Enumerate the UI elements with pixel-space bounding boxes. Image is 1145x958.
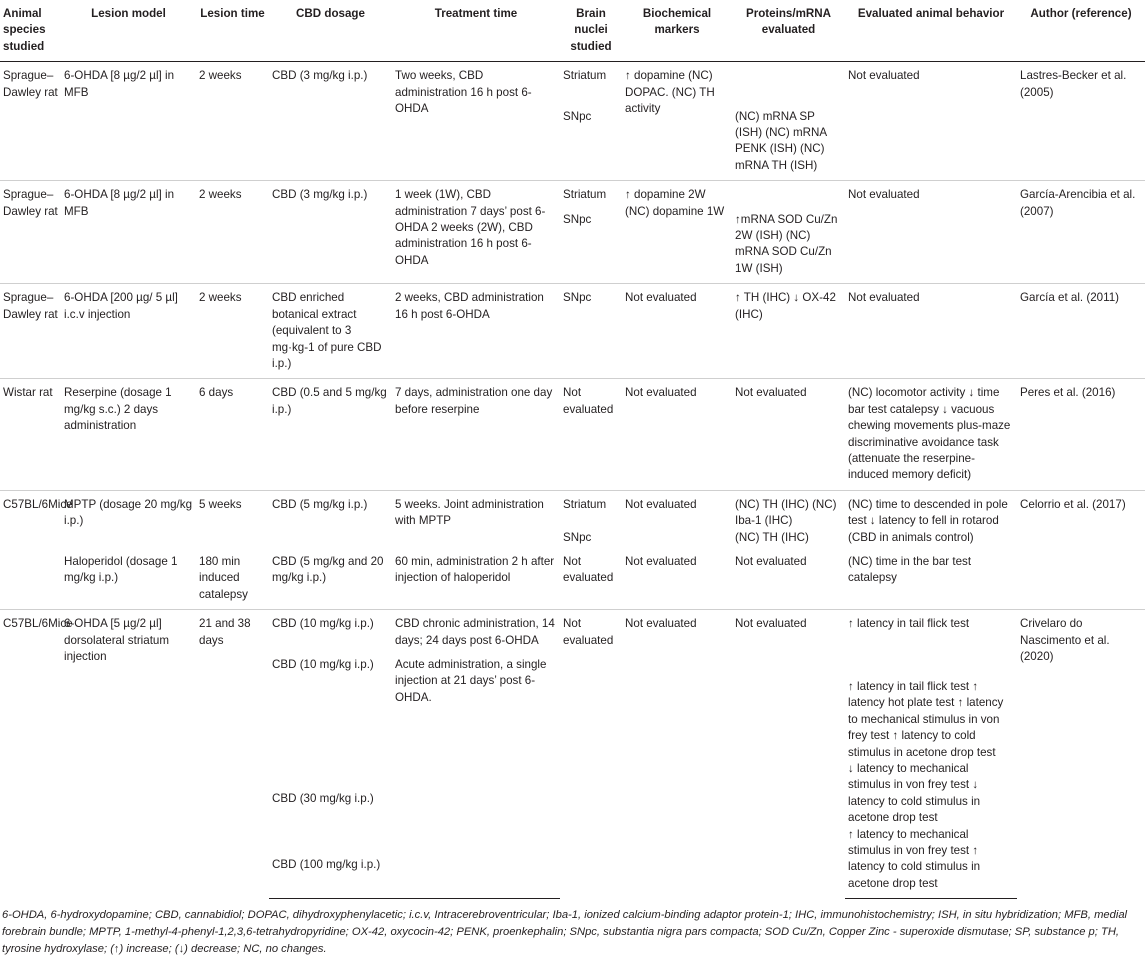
cell-author: Celorrio et al. (2017) [1017,490,1145,609]
table-row [0,490,1145,529]
cell-author: Crivelaro do Nascimento et al. (2020) [1017,610,1145,899]
cell-brain-nuclei: SNpc [563,212,592,226]
cell-lesion-time: 2 weeks [196,284,269,379]
cell-lesion-model: 6-OHDA [200 µg/ 5 µl] i.c.v injection [61,284,196,379]
cell-proteins-mrna: ↑ TH (IHC) ↓ OX-42 (IHC) [732,284,845,379]
cell-species: Wistar rat [0,379,61,490]
cell-brain-nuclei: Striatum [560,181,622,204]
cell-animal-behavior: Not evaluated [845,284,1017,379]
cell-treatment-time: Two weeks, CBD administration 16 h post 6-OHDA [395,69,532,116]
cell-biochemical-markers: Not evaluated [625,554,697,568]
table-row [0,284,1145,379]
cell-brain-nuclei: Striatum [560,490,622,529]
cell-species: Sprague–Dawley rat [3,69,58,99]
cell-proteins-mrna [732,62,845,85]
cell-lesion-time: 2 weeks [199,69,242,83]
cell-treatment-time: 1 week (1W), CBD administration 7 days’ post 6-OHDA 2 weeks (2W), CBD administration 16 h post 6-OHDA [392,181,560,284]
cell-brain-nuclei: SNpc [563,109,592,123]
cell-author: Lastres-Becker et al. (2005) [1020,69,1127,99]
cell-brain-nuclei: Not evaluated [560,379,622,490]
cell-treatment-time: CBD chronic administration, 14 days; 24 days post 6-OHDA [392,610,560,649]
cell-cbd-dosage: CBD (10 mg/kg i.p.) [269,610,392,649]
cell-lesion-time: 6 days [196,379,269,490]
header-species: Animal species studied [3,7,46,53]
header-treatment-time: Treatment time [434,7,518,20]
cell-cbd-dosage: CBD (10 mg/kg i.p.) [272,658,374,671]
cell-proteins-mrna: ↑mRNA SOD Cu/Zn 2W (ISH) (NC) mRNA SOD Cu/Zn 1W (ISH) [735,212,838,275]
cell-animal-behavior: Not evaluated [848,69,920,83]
cell-lesion-model: 6-OHDA [5 µg/2 µl] dorsolateral striatum injection [61,610,196,899]
cell-author: García et al. (2011) [1017,284,1145,379]
cell-cbd-dosage: CBD (100 mg/kg i.p.) [269,827,392,899]
header-author: Author (reference) [1030,7,1132,20]
table-row [0,546,1145,610]
cell-brain-nuclei: SNpc [560,284,622,379]
cell-proteins-mrna: (NC) TH (IHC) [735,530,809,544]
cell-proteins-mrna: (NC) TH (IHC) (NC) Iba-1 (IHC) [732,490,845,529]
cell-animal-behavior: ↑ latency in tail flick test ↑ latency hot plate test ↑ latency to mechanical stimulus in von frey test ↑ latency to cold stimulus in acetone drop test [848,680,1004,759]
cell-species: C57BL/6Mice [0,610,61,899]
cell-animal-behavior: ↑ latency in tail flick test [845,610,1017,649]
header-proteins-mrna: Proteins/mRNA evaluated [745,7,832,37]
cell-lesion-model: MPTP (dosage 20 mg/kg i.p.) [61,490,196,546]
header-animal-behavior: Evaluated animal behavior [857,7,1005,20]
cell-proteins-mrna [732,181,845,204]
cell-biochemical-markers: Not evaluated [622,490,732,546]
table-row [0,610,1145,649]
cell-treatment-time [392,761,560,827]
table-row [0,379,1145,490]
cell-proteins-mrna: Not evaluated [732,379,845,490]
cell-animal-behavior: (NC) time to descended in pole test ↓ latency to fell in rotarod (CBD in animals control) [845,490,1017,546]
cell-animal-behavior: ↑ latency to mechanical stimulus in von frey test ↑ latency to cold stimulus in acetone drop test [845,827,1017,899]
cell-animal-behavior: ↓ latency to mechanical stimulus in von frey test ↓ latency to cold stimulus in acetone drop test [848,762,981,825]
cell-species: Sprague–Dawley rat [0,284,61,379]
cell-lesion-model: Haloperidol (dosage 1 mg/kg i.p.) [64,554,178,585]
cell-proteins-mrna: (NC) mRNA SP (ISH) (NC) mRNA PENK (ISH) (NC) mRNA TH (ISH) [735,109,827,172]
cell-cbd-dosage: CBD (3 mg/kg i.p.) [269,181,392,284]
cell-biochemical-markers: ↑ dopamine (NC) DOPAC. (NC) TH activity [625,69,715,116]
cell-biochemical-markers: Not evaluated [622,379,732,490]
cell-cbd-dosage: CBD (5 mg/kg i.p.) [269,490,392,546]
cell-lesion-time: 21 and 38 days [196,610,269,899]
table-body [0,62,1145,899]
cell-lesion-model: 6-OHDA [8 µg/2 µl] in MFB [61,181,196,284]
cell-brain-nuclei: SNpc [563,530,592,544]
cell-treatment-time: 7 days, administration one day before reserpine [392,379,560,490]
cell-lesion-time: 5 weeks [196,490,269,546]
cell-proteins-mrna: Not evaluated [735,554,807,568]
cell-biochemical-markers: Not evaluated [622,284,732,379]
cell-species: C57BL/6Mice [0,490,61,609]
cell-lesion-time: 180 min induced catalepsy [199,554,248,601]
cell-cbd-dosage: CBD (30 mg/kg i.p.) [272,792,374,806]
cell-biochemical-markers: Not evaluated [622,610,732,899]
cell-animal-behavior: (NC) locomotor activity ↓ time bar test catalepsy ↓ vacuous chewing movements plus-maze discriminative avoidance task (attenuate the reserpine-induced memory deficit) [845,379,1017,490]
header-brain-nuclei: Brain nuclei studied [570,7,612,53]
header-cbd-dosage: CBD dosage [296,7,365,20]
cell-species: Sprague–Dawley rat [0,181,61,284]
cell-treatment-time: 2 weeks, CBD administration 16 h post 6-OHDA [392,284,560,379]
table-row [0,181,1145,204]
cell-lesion-model: Reserpine (dosage 1 mg/kg s.c.) 2 days administration [61,379,196,490]
table-header [0,0,1145,62]
cell-treatment-time: 5 weeks. Joint administration with MPTP [392,490,560,546]
header-lesion-model: Lesion model [91,7,166,20]
cell-biochemical-markers: ↑ dopamine 2W (NC) dopamine 1W [622,181,732,284]
cell-proteins-mrna: Not evaluated [732,610,845,899]
cell-author: García-Arencibia et al. (2007) [1017,181,1145,284]
table-footnote: 6-OHDA, 6-hydroxydopamine; CBD, cannabidiol; DOPAC, dihydroxyphenylacetic; i.c.v, Intracerebroventricular; Iba-1, ionized calcium-binding adaptor protein-1; IHC, immunohistochemistry; ISH, in situ hybridization; MFB, medial forebrain bundle; MPTP, 1-methyl-4-phenyl-1,2,3,6-tetrahydropyridine; OX-42, oxycocin-42; PENK, proenkephalin; SNpc, substantia nigra pars compacta; SOD Cu/Zn, Copper Zinc - superoxide dismutase; SP, substance p; TH, tyrosine hydroxylase; (↑) increase; (↓) decrease; NC, no changes. [2,909,1128,955]
cell-cbd-dosage: CBD (5 mg/kg and 20 mg/kg i.p.) [272,554,384,585]
header-biochemical-markers: Biochemical markers [642,7,712,37]
cell-brain-nuclei: Not evaluated [560,610,622,899]
cell-lesion-time: 2 weeks [196,181,269,284]
cell-cbd-dosage: CBD (0.5 and 5 mg/kg i.p.) [269,379,392,490]
cell-treatment-time: 60 min, administration 2 h after injection of haloperidol [395,554,555,585]
cell-brain-nuclei: Striatum [563,69,607,83]
cell-treatment-time [392,827,560,899]
cell-cbd-dosage: CBD enriched botanical extract (equivalent to 3 mg·kg-1 of pure CBD i.p.) [269,284,392,379]
table-row [0,62,1145,85]
cell-lesion-model: 6-OHDA [8 µg/2 µl] in MFB [64,69,175,99]
cell-author: Peres et al. (2016) [1017,379,1145,490]
cell-brain-nuclei: Not evaluated [563,554,614,585]
header-lesion-time: Lesion time [200,7,265,20]
cell-animal-behavior: (NC) time in the bar test catalepsy [848,554,972,585]
cell-animal-behavior: Not evaluated [845,181,1017,284]
cell-treatment-time: Acute administration, a single injection at 21 days’ post 6-OHDA. [395,658,547,704]
cell-cbd-dosage: CBD (3 mg/kg i.p.) [272,69,368,83]
